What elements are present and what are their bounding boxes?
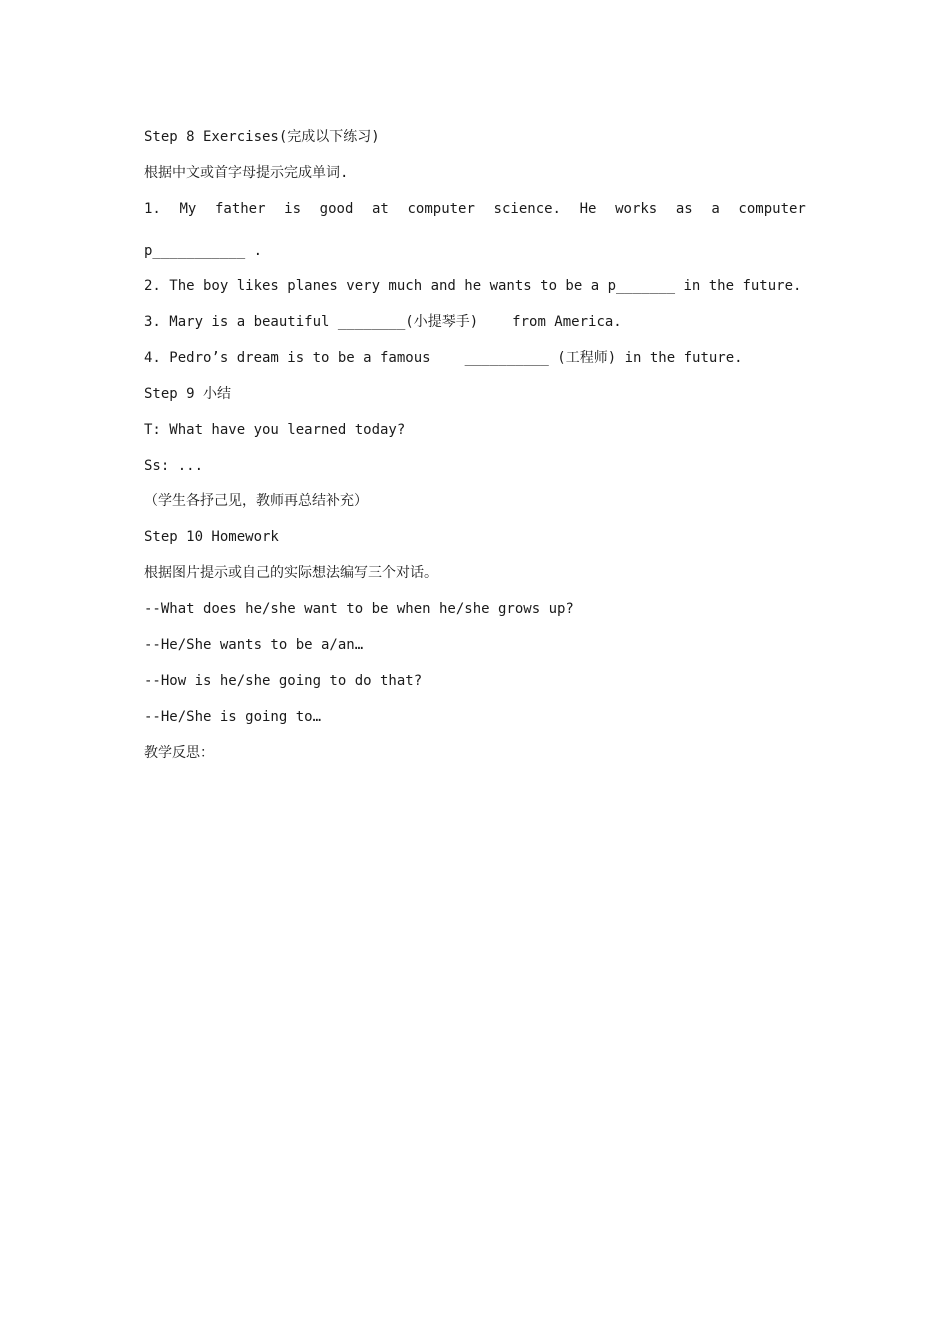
q1-word: is (284, 201, 302, 217)
q1-word: a (711, 201, 720, 217)
question-1-line-2: p___________ . (144, 243, 263, 259)
question-2: 2. The boy likes planes very much and he wants to be a p_______ in the future. (144, 278, 802, 294)
dialog-line: --What does he/she want to be when he/she grows up? (144, 601, 574, 617)
teaching-reflection: 教学反思： (144, 745, 214, 761)
question-4-part-b: __________ (工程师) in the future. (464, 350, 743, 366)
question-3-part-a: 3. Mary is a beautiful ________(小提琴手) (144, 314, 479, 330)
question-3 (144, 312, 622, 332)
teacher-question: T: What have you learned today? (144, 422, 406, 438)
q1-word: as (675, 201, 693, 217)
question-4-part-a: 4. Pedro’s dream is to be a famous (144, 350, 431, 366)
q1-word: 1. (144, 201, 161, 217)
dialog-line: --He/She is going to… (144, 709, 322, 725)
q1-word: father (214, 201, 266, 217)
q1-word: computer (407, 201, 475, 217)
q1-word: My (179, 201, 197, 217)
q1-word: good (319, 201, 354, 217)
step9-note: （学生各抒己见，教师再总结补充） (144, 493, 368, 509)
students-answer: Ss: ... (144, 458, 204, 474)
dialog-line: --How is he/she going to do that? (144, 673, 423, 689)
dialog-line: --He/She wants to be a/an… (144, 637, 364, 653)
step9-title: Step 9 小结 (144, 386, 232, 402)
question-3-part-b: from America. (512, 314, 622, 330)
step10-instruction: 根据图片提示或自己的实际想法编写三个对话。 (144, 565, 438, 581)
step8-instruction: 根据中文或首字母提示完成单词. (144, 165, 349, 181)
step10-title: Step 10 Homework (144, 529, 279, 545)
question-1-line-1 (144, 199, 806, 219)
q1-word: works (615, 201, 658, 217)
q1-word: computer (738, 201, 806, 217)
q1-word: at (372, 201, 389, 217)
q1-word: science. (493, 201, 561, 217)
step8-title: Step 8 Exercises(完成以下练习) (144, 129, 380, 145)
q1-word: He (579, 201, 597, 217)
question-4 (144, 348, 743, 368)
